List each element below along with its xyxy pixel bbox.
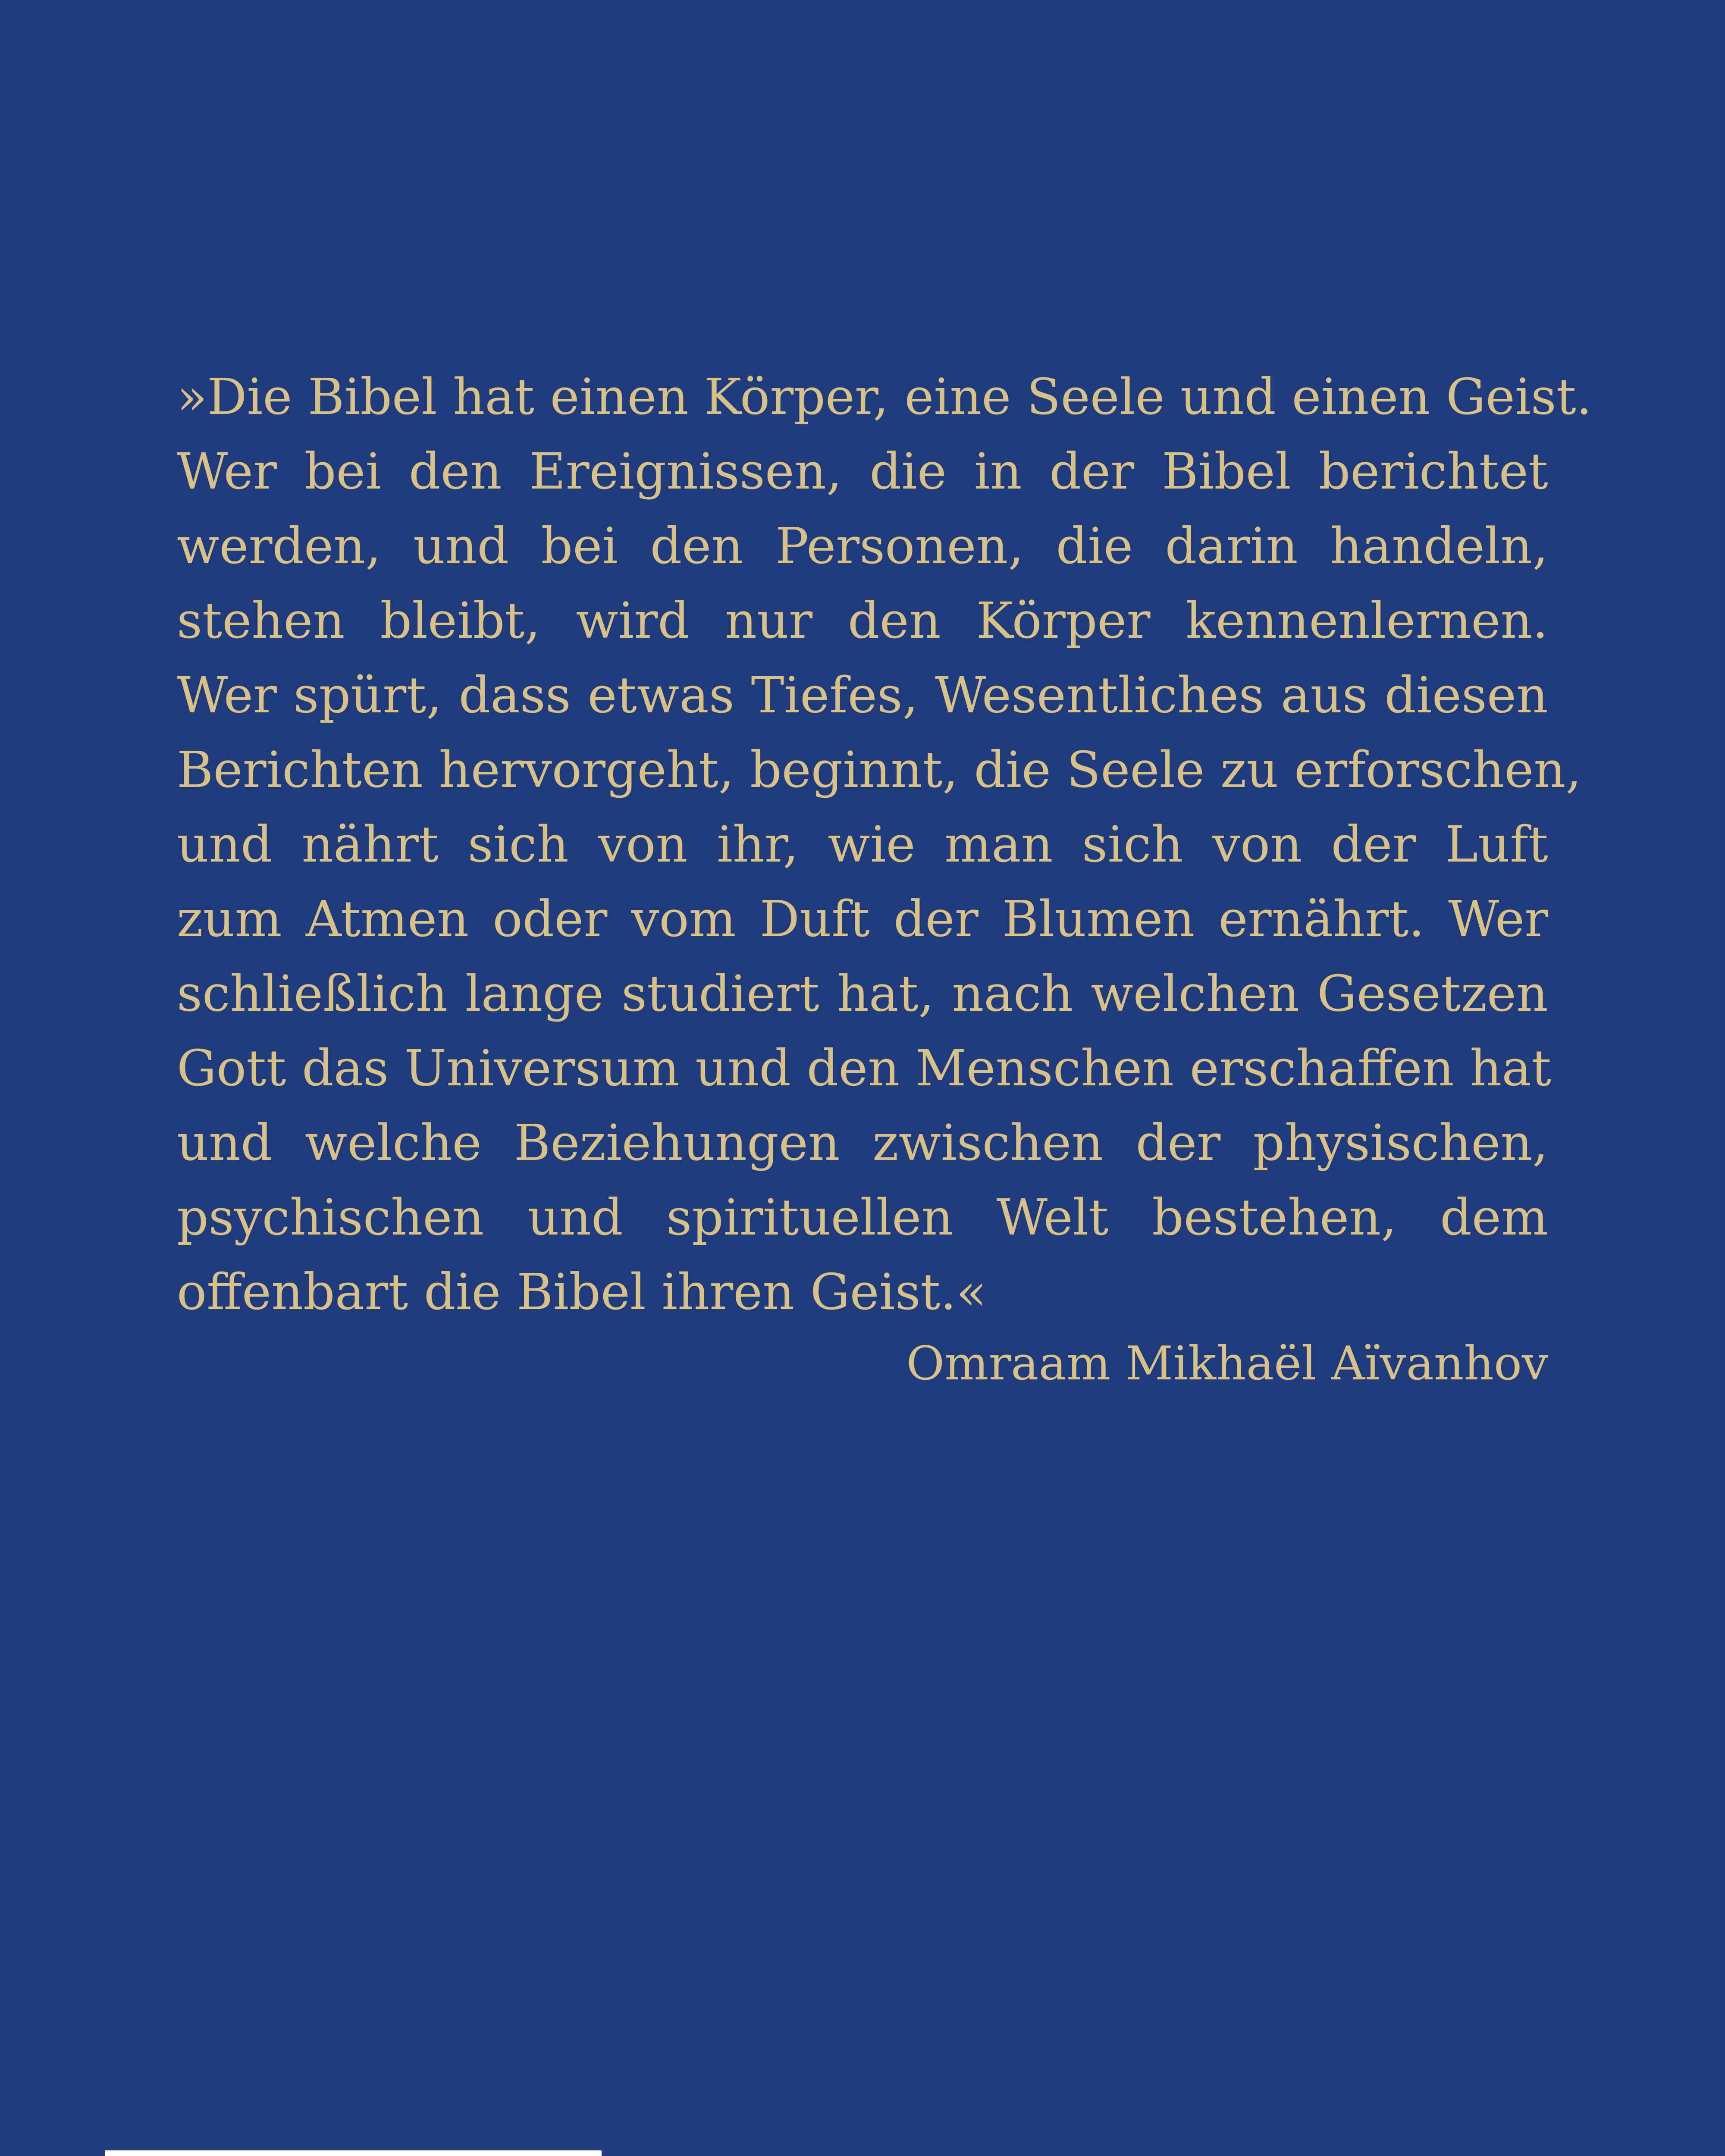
quote-line: und nährt sich von ihr, wie man sich von der Luft [177, 816, 1548, 874]
quote-line: werden, und bei den Personen, die darin handeln, [177, 517, 1548, 575]
quote-line: stehen bleibt, wird nur den Körper kennenlernen. [177, 592, 1548, 650]
quote-line: offenbart die Bibel ihren Geist.« [177, 1263, 987, 1321]
quote-line: schließlich lange studiert hat, nach welchen Gesetzen [177, 965, 1548, 1023]
barcode-bars [105, 2150, 602, 2156]
quote-author: Omraam Mikhaël Aïvanhov [906, 1337, 1548, 1391]
back-cover-quote [177, 360, 1592, 1330]
quote-line: Wer spürt, dass etwas Tiefes, Wesentliches aus diesen [177, 667, 1548, 724]
quote-line: zum Atmen oder vom Duft der Blumen ernährt. Wer [177, 890, 1548, 948]
quote-line: Berichten hervorgeht, beginnt, die Seele zu erforschen, [177, 741, 1582, 799]
isbn-barcode [105, 2150, 602, 2156]
quote-line: »Die Bibel hat einen Körper, eine Seele und einen Geist. [177, 368, 1592, 426]
quote-line: Wer bei den Ereignissen, die in der Bibel berichtet [177, 443, 1548, 501]
quote-line: psychischen und spirituellen Welt bestehen, dem [177, 1189, 1548, 1247]
quote-line: Gott das Universum und den Menschen erschaffen hat [177, 1040, 1552, 1097]
quote-line: und welche Beziehungen zwischen der physischen, [177, 1114, 1548, 1172]
